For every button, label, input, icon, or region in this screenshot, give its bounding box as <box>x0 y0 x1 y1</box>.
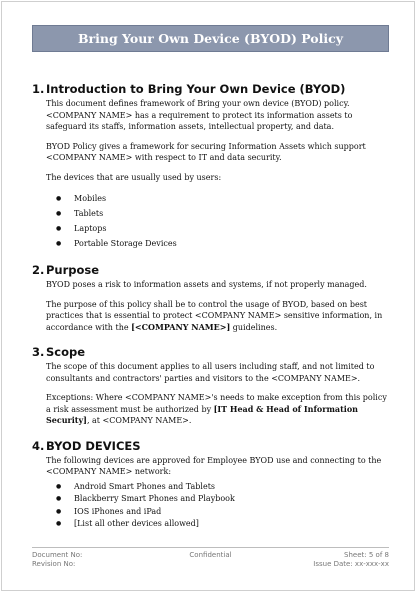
document-number-label: Document No: <box>32 551 83 559</box>
title-banner <box>32 25 389 52</box>
classification-label: Confidential <box>189 551 232 559</box>
list-item: ● Portable Storage Devices <box>74 236 394 251</box>
section-purpose <box>32 263 394 333</box>
section-introduction <box>32 82 394 251</box>
list-item: ● Laptops <box>74 221 394 236</box>
paragraph: Exceptions: Where <COMPANY NAME>'s needs to make exception from this policy a risk assessment must be authorized by [IT Head & Head of Information Security], at <COMPANY NAME>. <box>46 393 387 425</box>
issue-date: Issue Date: xx-xxx-xx <box>313 560 389 568</box>
document-page <box>1 1 415 591</box>
document-body <box>32 82 394 543</box>
section-heading: 1. Introduction to Bring Your Own Device (BYOD) <box>32 82 346 96</box>
section-heading: 4. BYOD DEVICES <box>32 438 141 453</box>
section-byod-devices <box>32 439 394 531</box>
page-footer <box>32 547 389 569</box>
paragraph: This document defines framework of Bring your own device (BYOD) policy. <COMPANY NAME> has a requirement to protect its information assets to safeguard its staffs, information assets, intellectual property, and data. <box>46 99 353 131</box>
approved-device-list <box>46 481 394 531</box>
paragraph: BYOD poses a risk to information assets and systems, if not properly managed. <box>46 280 367 289</box>
document-title: Bring Your Own Device (BYOD) Policy <box>77 31 344 46</box>
paragraph: BYOD Policy gives a framework for securing Information Assets which support <COMPANY NAME> with respect to IT and data security. <box>46 141 366 162</box>
list-item: ● Android Smart Phones and Tablets <box>74 481 394 494</box>
list-item: ● [List all other devices allowed] <box>74 518 394 531</box>
revision-number-label: Revision No: <box>32 560 76 568</box>
section-heading: 3. Scope <box>32 345 86 359</box>
list-item: ● Tablets <box>74 206 394 221</box>
list-item: ● Mobiles <box>74 191 394 206</box>
device-list <box>46 191 394 251</box>
paragraph: The scope of this document applies to all users including staff, and not limited to consultants and contractors' parties and visitors to the <COMPANY NAME>. <box>46 362 375 383</box>
section-heading: 2. Purpose <box>32 263 100 277</box>
paragraph: The devices that are usually used by users: <box>46 172 222 182</box>
sheet-number: Sheet: 5 of 8 <box>344 551 389 559</box>
list-item: ● Blackberry Smart Phones and Playbook <box>74 493 394 506</box>
paragraph: The following devices are approved for Employee BYOD use and connecting to the <COMPANY NAME> network: <box>46 455 382 476</box>
section-scope <box>32 345 394 427</box>
list-item: ● IOS iPhones and iPad <box>74 506 394 519</box>
paragraph: The purpose of this policy shall be to control the usage of BYOD, based on best practices that is essential to protect <COMPANY NAME> sensitive information, in accordance with the [<COMPANY NAME>] guidelines. <box>46 299 383 332</box>
